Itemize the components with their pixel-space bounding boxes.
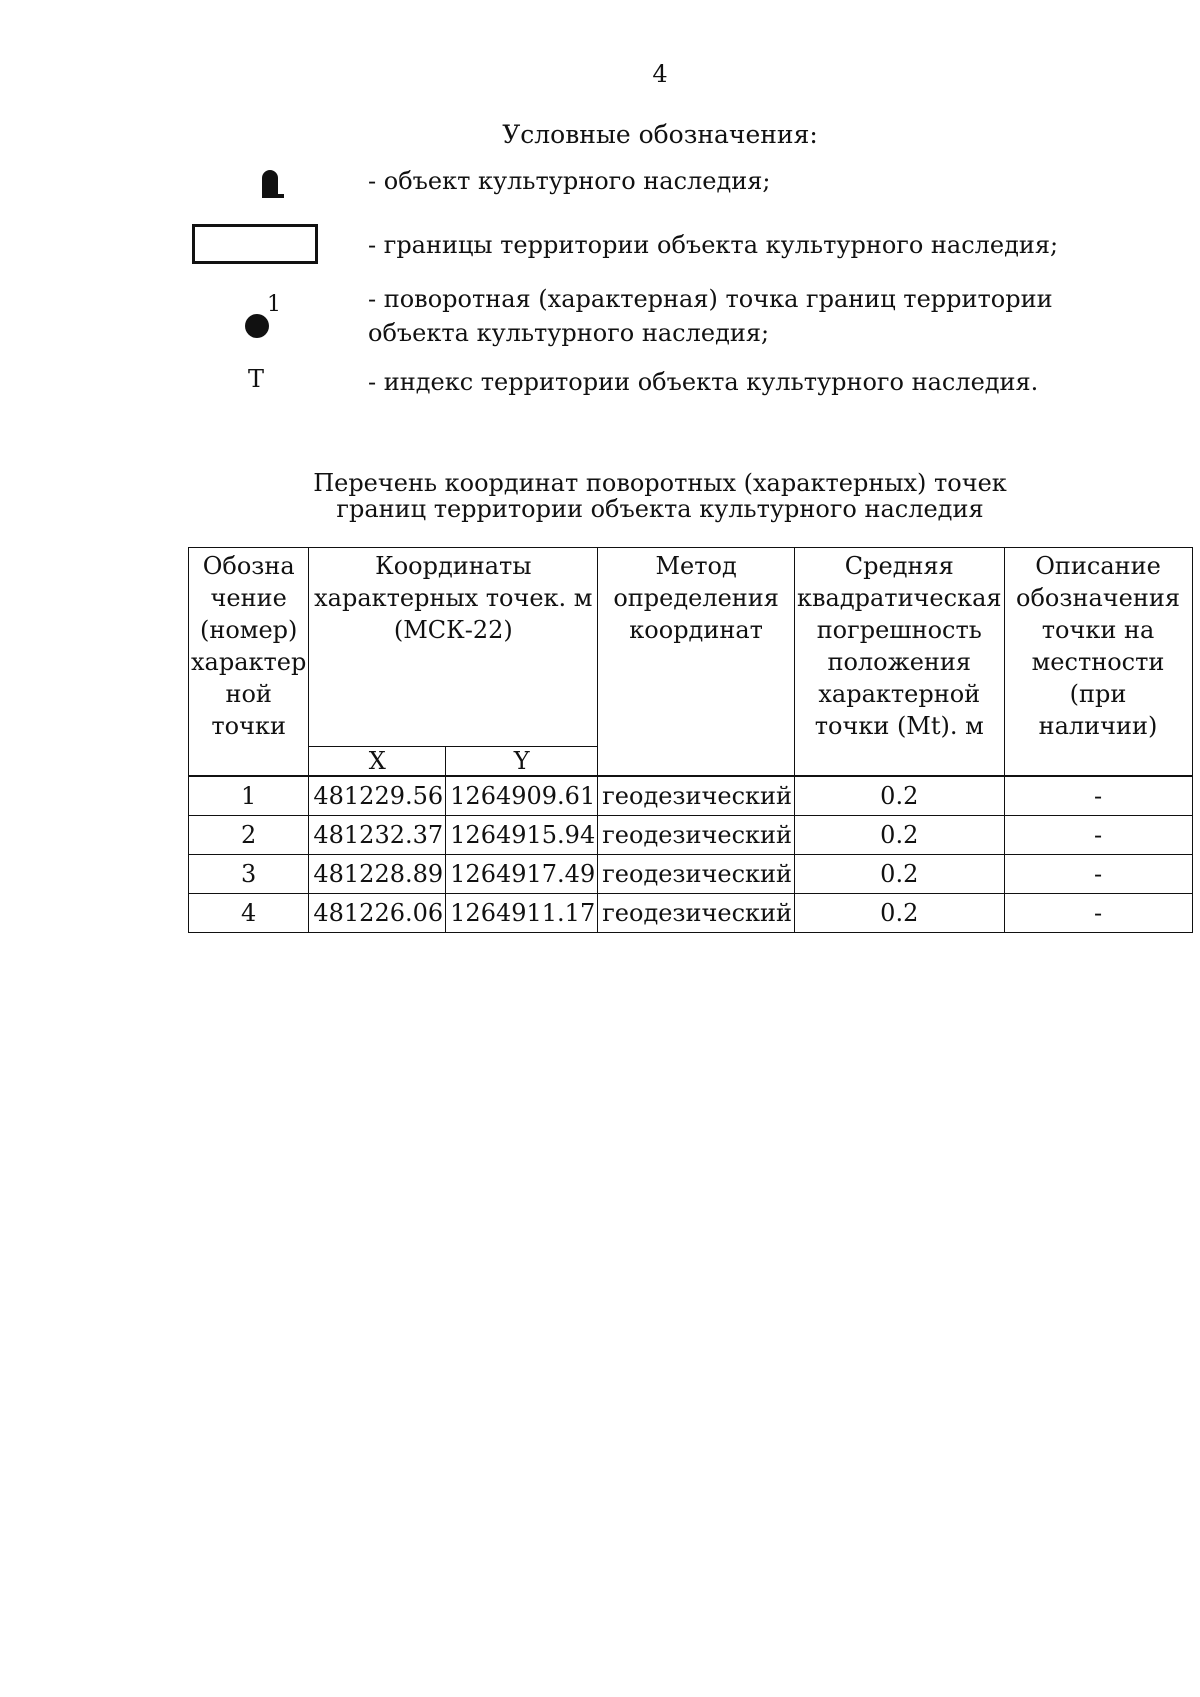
legend-item-text: - границы территории объекта культурного наследия; xyxy=(368,231,1059,259)
header-method: Метод определения координат xyxy=(598,548,795,777)
cell-description: - xyxy=(1004,855,1192,894)
legend-title: Условные обозначения: xyxy=(502,120,818,149)
header-coordinates: Координаты характерных точек. м (МСК-22) xyxy=(309,548,598,747)
cell-x: 481229.56 xyxy=(309,776,446,816)
boundary-rectangle-icon xyxy=(192,224,318,264)
table-row xyxy=(189,894,1193,933)
turn-point-number: 1 xyxy=(267,292,281,317)
cell-num: 4 xyxy=(189,894,309,933)
cell-description: - xyxy=(1004,776,1192,816)
cell-error: 0.2 xyxy=(795,776,1005,816)
cell-method: геодезический xyxy=(598,816,795,855)
cell-method: геодезический xyxy=(598,894,795,933)
monument-icon xyxy=(262,170,278,195)
cell-method: геодезический xyxy=(598,776,795,816)
table-title-line-2: границ территории объекта культурного наследия xyxy=(336,495,984,523)
turn-point-icon xyxy=(245,292,285,342)
cell-num: 2 xyxy=(189,816,309,855)
cell-description: - xyxy=(1004,816,1192,855)
table-row xyxy=(189,855,1193,894)
cell-x: 481228.89 xyxy=(309,855,446,894)
header-y: Y xyxy=(446,747,598,777)
header-error: Средняя квадратическая погрешность положения характерной точки (Mt). м xyxy=(795,548,1005,777)
cell-error: 0.2 xyxy=(795,855,1005,894)
legend-item-text: - индекс территории объекта культурного наследия. xyxy=(368,368,1039,396)
cell-y: 1264915.94 xyxy=(446,816,598,855)
cell-x: 481226.06 xyxy=(309,894,446,933)
cell-description: - xyxy=(1004,894,1192,933)
page-number: 4 xyxy=(652,60,668,88)
legend-item-text: - поворотная (характерная) точка границ территории объекта культурного наследия; xyxy=(368,285,1053,347)
cell-num: 3 xyxy=(189,855,309,894)
table-row xyxy=(189,816,1193,855)
cell-y: 1264911.17 xyxy=(446,894,598,933)
header-x: X xyxy=(309,747,446,777)
cell-y: 1264909.61 xyxy=(446,776,598,816)
table-row xyxy=(189,776,1193,816)
header-designation: Обозна чение (номер) характер ной точки xyxy=(189,548,309,777)
cell-x: 481232.37 xyxy=(309,816,446,855)
table-title xyxy=(0,470,1200,522)
cell-method: геодезический xyxy=(598,855,795,894)
coordinates-table xyxy=(188,547,1193,933)
cell-num: 1 xyxy=(189,776,309,816)
legend-item-text: - объект культурного наследия; xyxy=(368,167,771,195)
table-title-line-1: Перечень координат поворотных (характерных) точек xyxy=(313,469,1007,497)
header-description: Описание обозначения точки на местности (при наличии) xyxy=(1004,548,1192,777)
cell-error: 0.2 xyxy=(795,816,1005,855)
cell-error: 0.2 xyxy=(795,894,1005,933)
turn-point-dot xyxy=(245,314,269,338)
index-symbol: Т xyxy=(247,365,264,393)
cell-y: 1264917.49 xyxy=(446,855,598,894)
